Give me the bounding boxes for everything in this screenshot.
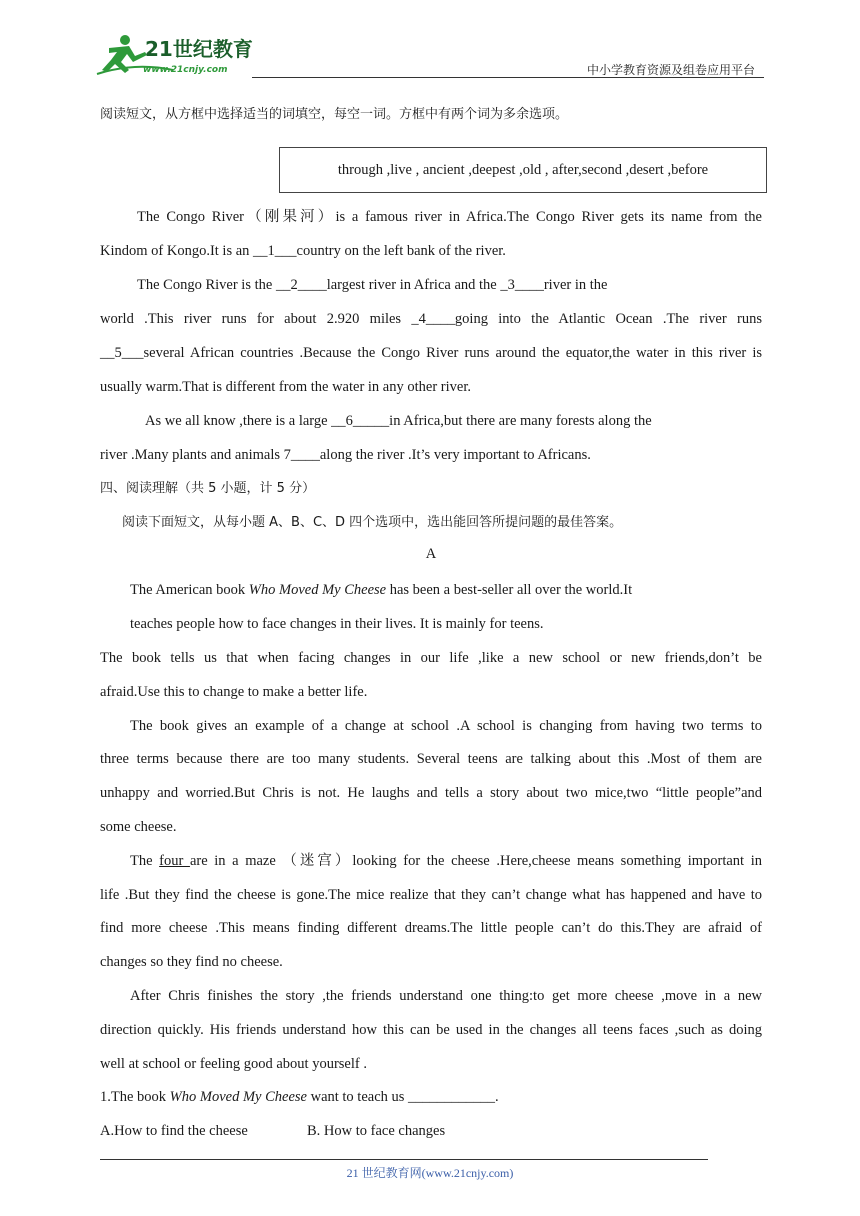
reading-p5-suffix: are in a maze （迷宫）looking for the cheese .Here,cheese means something important in: [189, 853, 762, 869]
word-box: [279, 147, 767, 193]
reading-p3-line-1: The book tells us that when facing changes in our life ,like a new school or new friends,don’t be: [100, 650, 762, 666]
platform-name: 中小学教育资源及组卷应用平台: [586, 63, 755, 77]
logo-text: 21世纪教育: [145, 37, 253, 61]
site-logo: [95, 32, 265, 78]
question-1-option-b: B. How to face changes: [307, 1123, 446, 1139]
passage-line-5: __5___several African countries .Because the Congo River runs around the equator,the water in this river is: [100, 345, 762, 361]
reading-p1-prefix: The American book: [130, 582, 249, 598]
question-1-suffix: want to teach us ____________.: [306, 1089, 499, 1105]
reading-p5-line-4: changes so they find no cheese.: [100, 954, 283, 970]
reading-p5-line-1: [130, 851, 762, 871]
passage-line-3: The Congo River is the __2____largest river in Africa and the _3____river in the: [137, 277, 608, 293]
underlined-word: four: [159, 853, 190, 869]
question-1-prefix: 1.The book: [100, 1089, 170, 1105]
reading-p4-line-3: unhappy and worried.But Chris is not. He laughs and tells a story about two mice,two “little people”and: [100, 785, 762, 801]
passage-line-8: river .Many plants and animals 7____along the river .It’s very important to Africans.: [100, 447, 591, 463]
reading-p1: [130, 580, 792, 600]
section4-title: 四、阅读理解（共 5 小题，计 5 分）: [100, 481, 316, 496]
passage-line-4: world .This river runs for about 2.920 miles _4____going into the Atlantic Ocean .The river runs: [100, 311, 762, 327]
section3-instruction: 阅读短文，从方框中选择适当的词填空，每空一词。方框中有两个词为多余选项。: [100, 107, 569, 122]
question-1-book-title: Who Moved My Cheese: [169, 1089, 307, 1105]
reading-p4-line-4: some cheese.: [100, 819, 177, 835]
book-title: Who Moved My Cheese: [248, 582, 387, 598]
question-1-option-a: A.How to find the cheese: [100, 1123, 248, 1139]
question-1: [100, 1087, 762, 1107]
passage-line-7: As we all know ,there is a large __6_____in Africa,but there are many forests along the: [145, 413, 652, 429]
runner-logo-icon: [95, 32, 265, 78]
reading-p4-line-1: The book gives an example of a change at school .A school is changing from having two terms to: [130, 718, 762, 734]
passage-line-6: usually warm.That is different from the water in any other river.: [100, 379, 471, 395]
reading-p4-line-2: three terms because there are too many students. Several teens are talking about this .Most of them are: [100, 751, 762, 767]
passage-line-1: The Congo River（刚果河）is a famous river in Africa.The Congo River gets its name from the: [137, 209, 762, 225]
header-divider: [252, 77, 764, 78]
logo-url: www.21cnjy.com: [143, 65, 228, 75]
reading-p5-line-2: life .But they find the cheese is gone.The mice realize that they can’t change what has happened and have to: [100, 887, 762, 903]
passage-line-2: Kindom of Kongo.It is an __1___country on the left bank of the river.: [100, 243, 506, 259]
reading-p5-line-3: find more cheese .This means finding different dreams.The little people can’t do this.They are afraid of: [100, 920, 762, 936]
reading-p5-prefix: The: [130, 853, 160, 869]
page-header: [0, 0, 860, 80]
word-box-options: through ,live , ancient ,deepest ,old , after,second ,desert ,before: [337, 161, 709, 178]
section4-instruction: 阅读下面短文，从每小题 A、B、C、D 四个选项中，选出能回答所提问题的最佳答案。: [122, 515, 623, 530]
reading-p2: teaches people how to face changes in their lives. It is mainly for teens.: [130, 616, 544, 632]
reading-p6-line-1: After Chris finishes the story ,the friends understand one thing:to get more cheese ,move in a new: [130, 988, 762, 1004]
reading-p6-line-3: well at school or feeling good about yourself .: [100, 1056, 367, 1072]
page-footer: 21 世纪教育网(www.21cnjy.com): [346, 1166, 514, 1180]
passage-label: A: [425, 546, 437, 562]
footer-divider: [100, 1159, 708, 1160]
reading-p1-suffix: has been a best-seller all over the world.It: [386, 582, 633, 598]
reading-p6-line-2: direction quickly. His friends understand how this can be used in the changes all teens faces ,such as doing: [100, 1022, 762, 1038]
reading-p3-line-2: afraid.Use this to change to make a better life.: [100, 684, 368, 700]
